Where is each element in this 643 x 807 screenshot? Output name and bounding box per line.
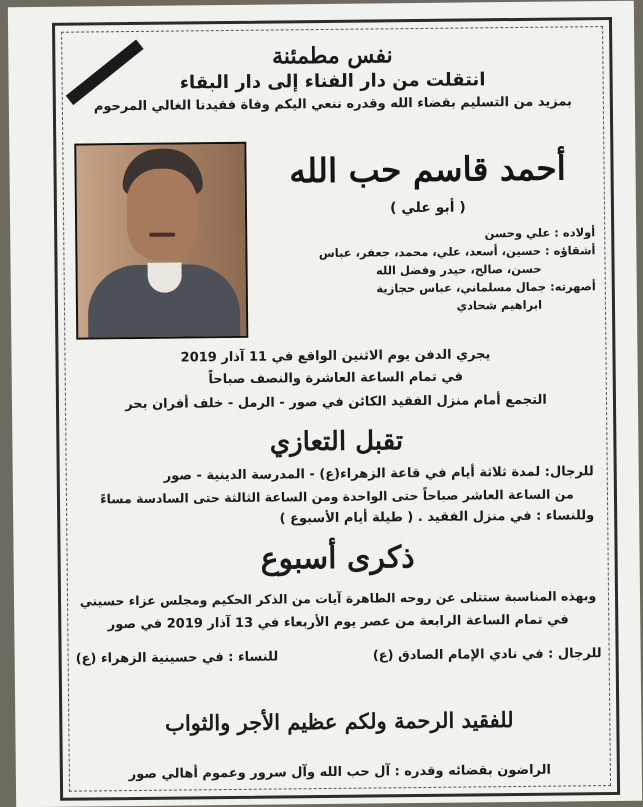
week-men: للرجال : في نادي الإمام الصادق (ع)	[372, 646, 602, 664]
burial-line-1: يجري الدفن يوم الاثنين الواقع في 11 آذار 2019	[180, 347, 491, 366]
deceased-name: أحمد قاسم حب الله	[289, 148, 567, 191]
closing-prayer: للفقيد الرحمة ولكم عظيم الأجر والثواب	[164, 707, 514, 736]
family-brothers-1: أشقاؤه : حسين، أسعد، علي، محمد، جعفر، عباس	[318, 243, 596, 261]
condolences-men: للرجال: لمدة ثلاثة أيام في قاعة الزهراء(ع) - المدرسة الدينية - صور	[163, 464, 594, 484]
condolences-women: وللنساء : في منزل الفقيد . ( طيلة أيام الأسبوع )	[279, 508, 595, 527]
deceased-nickname: ( أبو علي )	[390, 199, 466, 217]
family-in-laws-1: أصهرته: جمال مسلماني، عباس حجازية	[376, 279, 596, 296]
condolences-hours: من الساعة العاشر صباحاً حتى الواحدة ومن الساعة الثالثة حتى السادسة مساءً	[100, 486, 574, 507]
burial-line-2: في تمام الساعة العاشرة والنصف صباحاً	[208, 369, 464, 388]
family-children: أولاده : علي وحسن	[484, 225, 596, 241]
header-line-1: نفس مطمئنة	[271, 42, 393, 70]
week-line-1: وبهذه المناسبة ستتلى عن روحه الطاهرة آيات من الذكر الحكيم ومجلس عزاء حسيني	[79, 588, 597, 609]
family-brothers-2: حسن، صالح، حيدر وفضل الله	[375, 261, 542, 278]
week-women: للنساء : في حسينية الزهراء (ع)	[75, 649, 279, 667]
obituary-paper	[8, 1, 642, 807]
obituary-frame	[52, 17, 620, 801]
header-line-3: بمزيد من التسليم بقضاء الله وقدره ننعي اليكم وفاة فقيدنا الغالي المرحوم	[93, 94, 572, 115]
closing-signature: الراضون بقضائه وقدره : آل حب الله وآل سرور وعموم أهالي صور	[128, 762, 552, 783]
burial-line-3: التجمع أمام منزل الفقيد الكائن في صور - الرمل - خلف أفران بحر	[125, 392, 547, 413]
week-title: ذكرى أسبوع	[260, 540, 415, 577]
header-line-2: انتقلت من دار الفناء إلى دار البقاء	[179, 69, 486, 94]
family-in-laws-2: ابراهيم شحادي	[456, 297, 543, 313]
week-line-2: في تمام الساعة الرابعة من عصر يوم الأربعاء في 13 آذار 2019 في صور	[107, 612, 569, 633]
condolences-title: تقبل التعازي	[269, 426, 404, 458]
